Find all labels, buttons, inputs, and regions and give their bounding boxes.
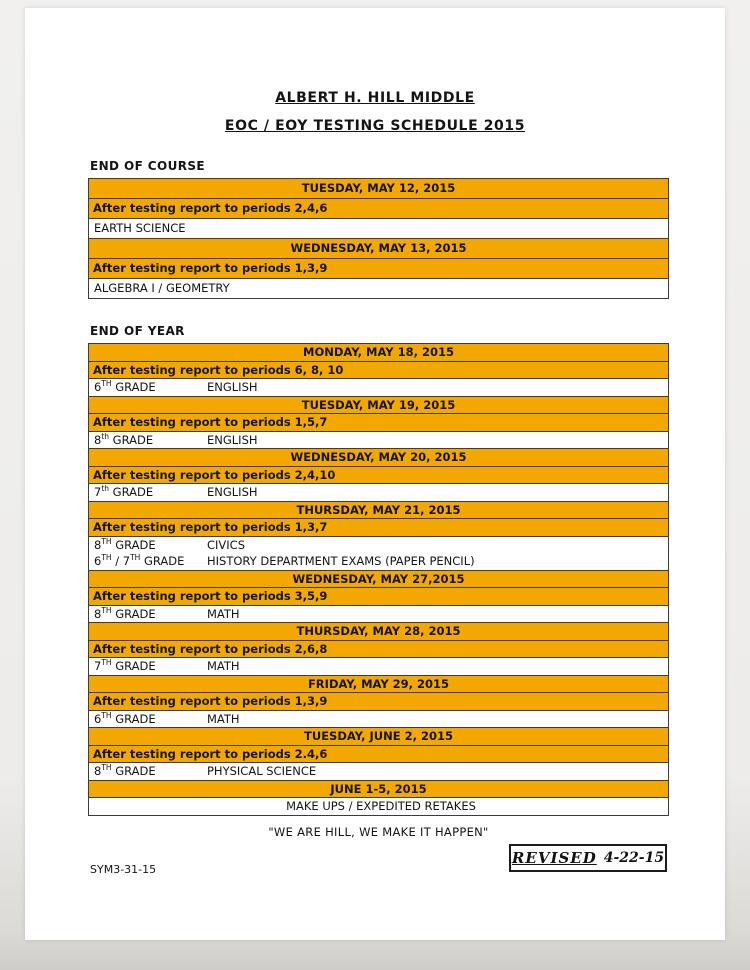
- subject-label: MATH: [207, 606, 240, 621]
- section-heading: END OF COURSE: [90, 159, 205, 173]
- document-title: ALBERT H. HILL MIDDLE: [275, 90, 475, 106]
- subject-line: [94, 432, 668, 449]
- subject-row: [89, 711, 668, 729]
- makeups-row: MAKE UPS / EXPEDITED RETAKES: [286, 799, 476, 813]
- subject-row: [89, 379, 668, 397]
- grade-label: 8TH GRADE: [94, 605, 156, 621]
- date-row: WEDNESDAY, MAY 27,2015: [89, 571, 668, 589]
- date-row: TUESDAY, JUNE 2, 2015: [89, 728, 668, 746]
- grade-label: 8TH GRADE: [94, 536, 156, 552]
- subject-label: ENGLISH: [207, 380, 258, 394]
- date-row: THURSDAY, MAY 28, 2015: [89, 623, 668, 641]
- periods-row: After testing report to periods 1,3,9: [89, 693, 668, 711]
- document-page: [25, 8, 725, 940]
- subject-label: MATH: [207, 711, 240, 726]
- subject-row: [89, 432, 668, 450]
- periods-row: After testing report to periods 2,4,10: [89, 467, 668, 485]
- subject-line: ALGEBRA I / GEOMETRY: [94, 281, 230, 295]
- schedule-table: [88, 178, 669, 299]
- subject-label: ENGLISH: [207, 485, 258, 499]
- date-row: WEDNESDAY, MAY 20, 2015: [89, 449, 668, 467]
- periods-row: After testing report to periods 2.4,6: [89, 746, 668, 764]
- date-row: MONDAY, MAY 18, 2015: [89, 344, 668, 362]
- section-heading: END OF YEAR: [90, 324, 185, 338]
- date-row: JUNE 1-5, 2015: [89, 781, 668, 799]
- subject-label: MATH: [207, 659, 240, 673]
- subject-row: [89, 606, 668, 624]
- subject-label: CIVICS: [207, 537, 246, 552]
- subject-line: [94, 484, 668, 501]
- subject-row: [89, 658, 668, 676]
- periods-row: After testing report to periods 3,5,9: [89, 588, 668, 606]
- school-motto: "WE ARE HILL, WE MAKE IT HAPPEN": [268, 824, 489, 839]
- subject-row: [89, 484, 668, 502]
- periods-row: After testing report to periods 2,4,6: [89, 199, 668, 219]
- grade-label: 6TH / 7TH GRADE: [94, 553, 185, 568]
- periods-row: After testing report to periods 6, 8, 10: [89, 362, 668, 380]
- periods-row: After testing report to periods 1,3,7: [89, 519, 668, 537]
- schedule-sections: [88, 159, 669, 816]
- grade-label: 7th GRADE: [94, 484, 154, 499]
- grade-label: 8th GRADE: [94, 431, 154, 447]
- date-row: FRIDAY, MAY 29, 2015: [89, 676, 668, 694]
- subject-row: [89, 279, 668, 298]
- periods-row: After testing report to periods 1,3,9: [89, 259, 668, 279]
- subject-line: EARTH SCIENCE: [94, 221, 186, 235]
- subject-line: [94, 711, 668, 728]
- subject-line: [94, 658, 668, 675]
- subject-line: [94, 537, 668, 554]
- date-row: TUESDAY, MAY 19, 2015: [89, 397, 668, 415]
- subject-row: [89, 537, 668, 571]
- subject-line: [94, 763, 668, 780]
- date-row: WEDNESDAY, MAY 13, 2015: [89, 239, 668, 259]
- document-subtitle: EOC / EOY TESTING SCHEDULE 2015: [224, 118, 526, 134]
- subject-label: ENGLISH: [207, 432, 258, 447]
- revised-stamp: [509, 844, 667, 872]
- subject-row: [89, 219, 668, 239]
- grade-label: 8TH GRADE: [94, 763, 156, 778]
- document-header: [25, 8, 725, 134]
- revised-label: REVISED: [511, 849, 597, 867]
- date-row: THURSDAY, MAY 21, 2015: [89, 502, 668, 520]
- schedule-table: [88, 343, 669, 816]
- periods-row: After testing report to periods 1,5,7: [89, 414, 668, 432]
- subject-line: [94, 379, 668, 396]
- grade-label: 6TH GRADE: [94, 379, 156, 394]
- subject-line: [94, 606, 668, 623]
- schedule-section: [88, 324, 669, 816]
- subject-line: [94, 553, 668, 570]
- subject-label: PHYSICAL SCIENCE: [207, 764, 317, 778]
- revised-date: 4-22-15: [603, 850, 665, 866]
- grade-label: 6TH GRADE: [94, 710, 156, 726]
- periods-row: After testing report to periods 2,6,8: [89, 641, 668, 659]
- schedule-section: [88, 159, 669, 299]
- grade-label: 7TH GRADE: [94, 658, 156, 673]
- footer-code: SYM3-31-15: [90, 863, 157, 876]
- subject-label: HISTORY DEPARTMENT EXAMS (PAPER PENCIL): [207, 554, 475, 568]
- date-row: TUESDAY, MAY 12, 2015: [89, 179, 668, 199]
- subject-row: [89, 763, 668, 781]
